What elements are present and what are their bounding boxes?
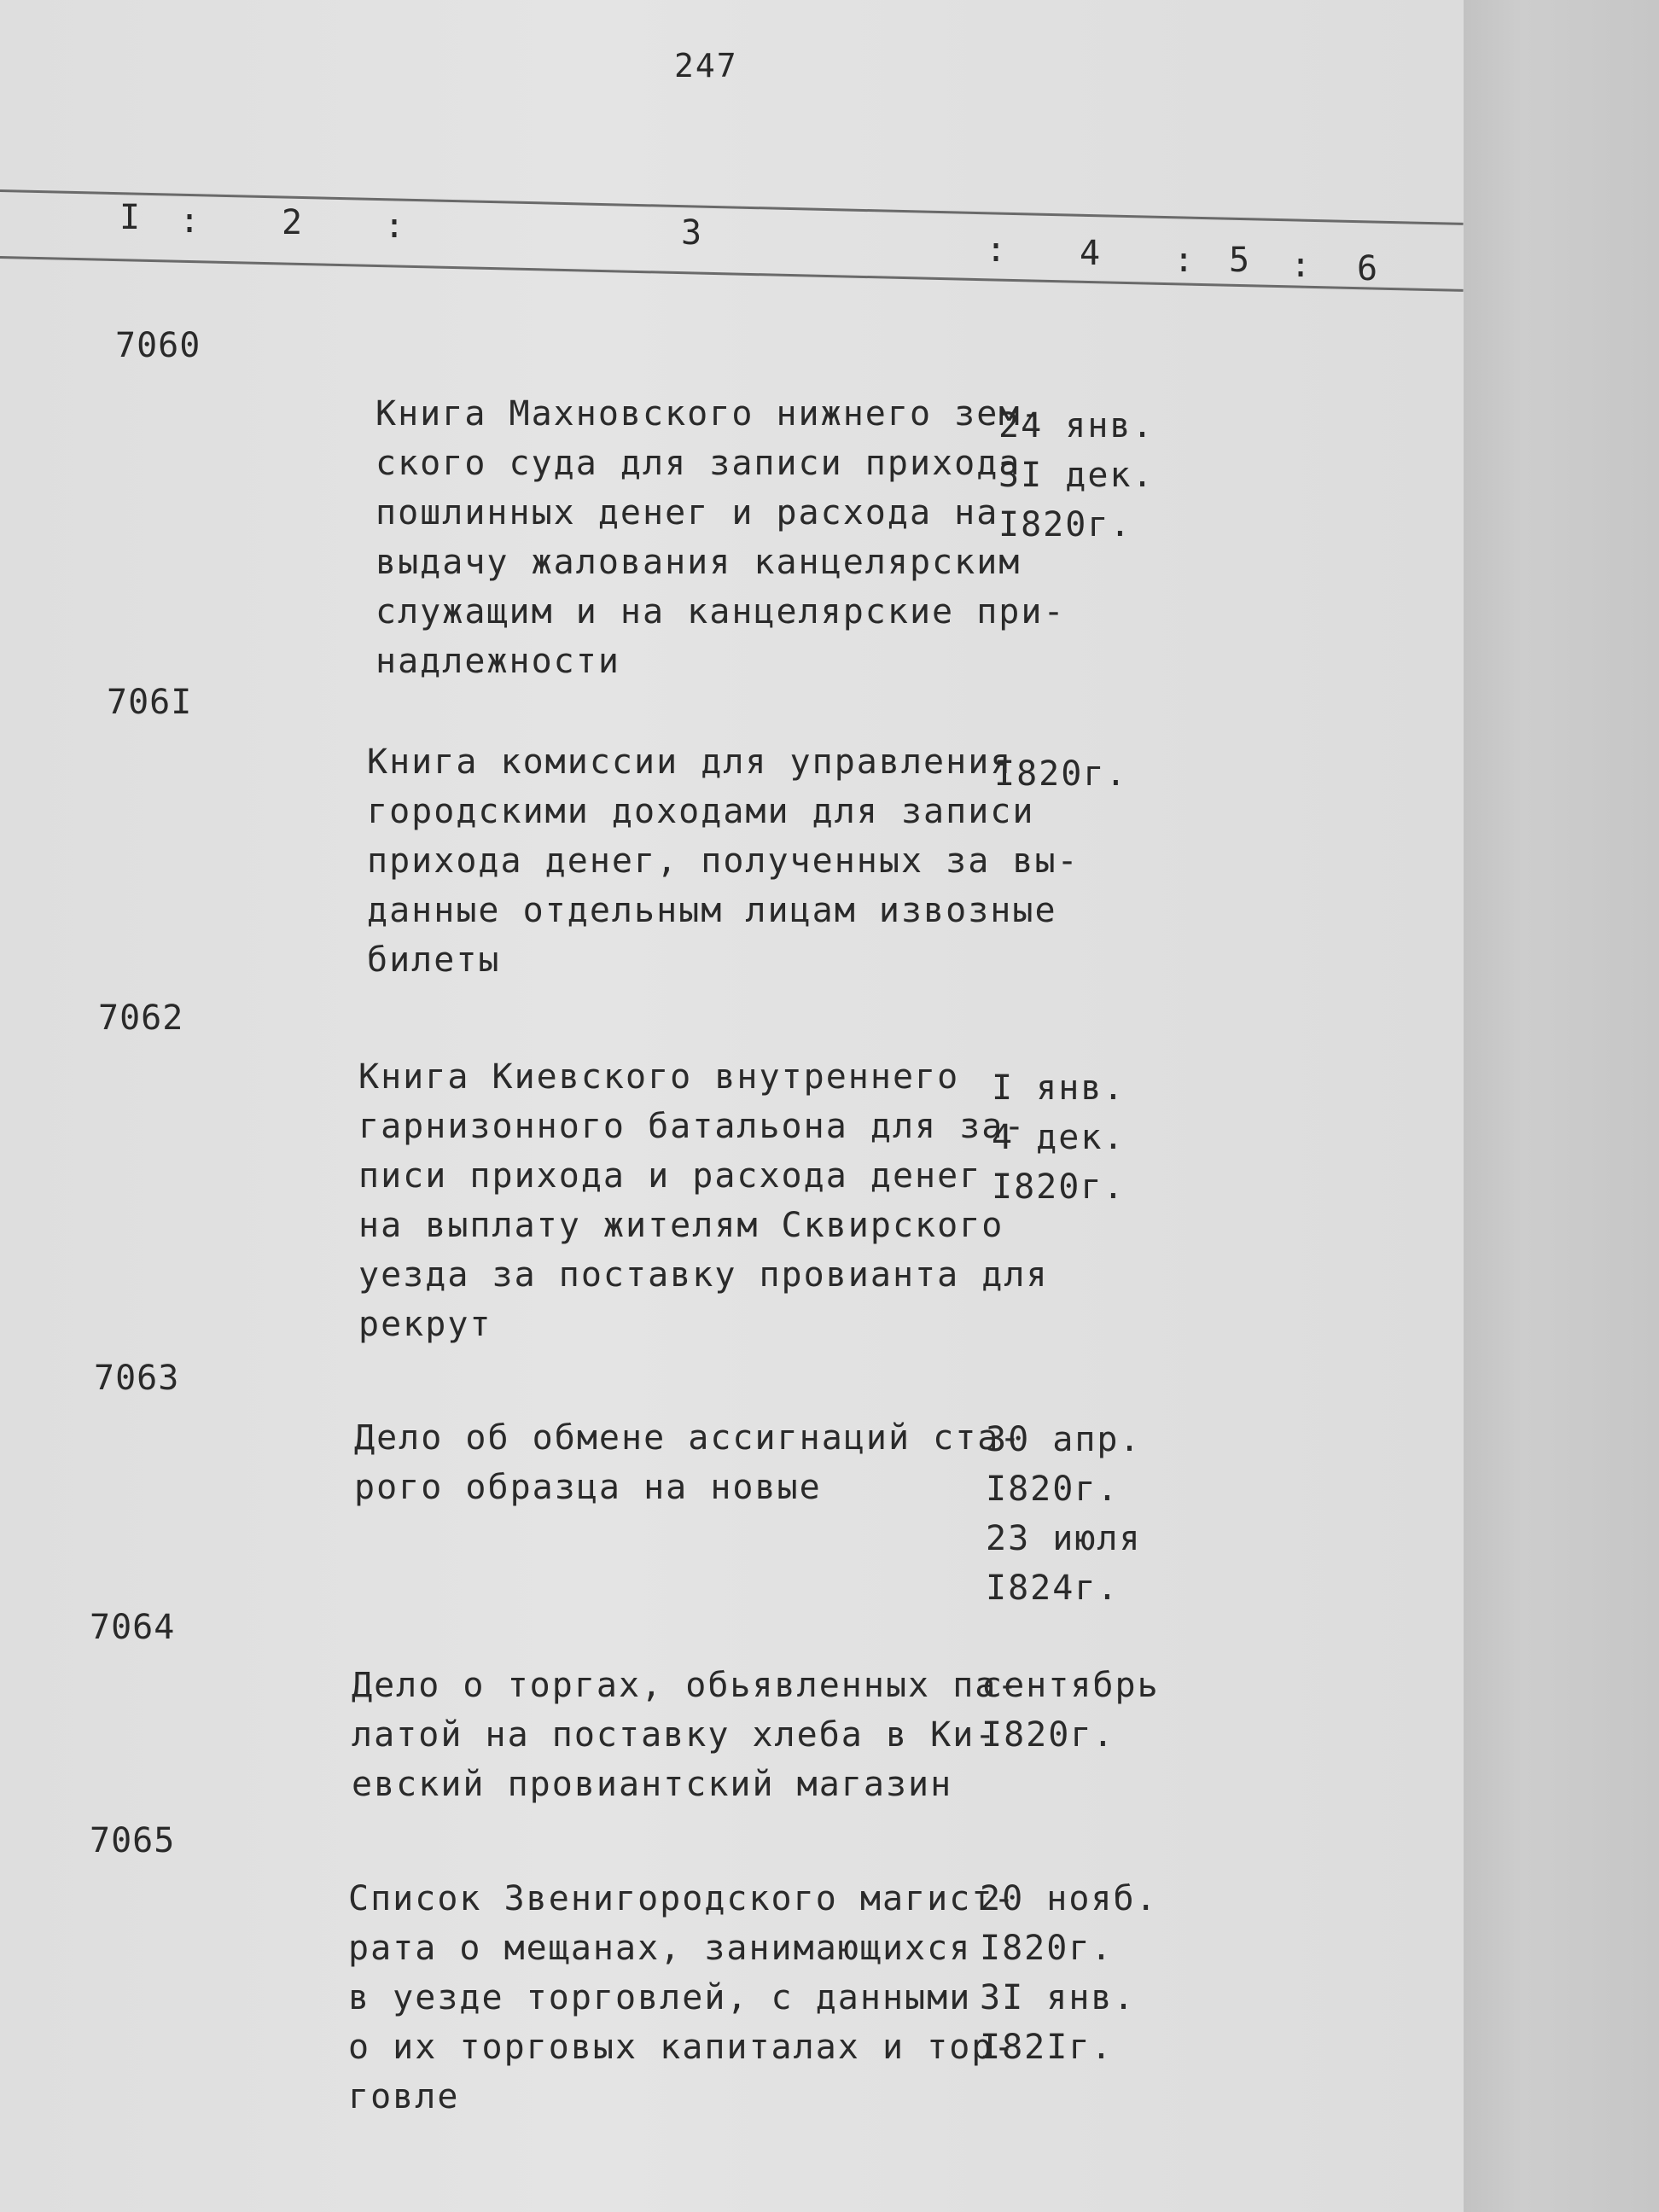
entry-number: 7065 bbox=[90, 1821, 176, 1860]
entry-number: 7064 bbox=[90, 1608, 176, 1647]
entry-title: Книга Махновского нижнего зем- ского суда для записи прихода пошлинных денег и расхода на выдачу жалования канцелярским служащим и на канцелярские при- надлежности bbox=[375, 394, 1066, 681]
entry-dates: 30 апр. I820г. 23 июля I824г. bbox=[986, 1420, 1142, 1608]
entry-dates: 24 янв. 3I дек. I820г. bbox=[998, 406, 1155, 544]
entry-number: 706I bbox=[107, 683, 193, 722]
entry-number: 7060 bbox=[115, 326, 201, 365]
column-header-1: I bbox=[119, 198, 141, 237]
entry-title: Дело о торгах, обьявленных па- латой на поставку хлеба в Ки- евский провиантский магазин bbox=[352, 1666, 1020, 1804]
entry-title: Список Звенигородского магист- рата о мещанах, занимающихся в уезде торговлей, с данными о их торговых капиталах и тор- говле bbox=[348, 1879, 1016, 2116]
page-number: 247 bbox=[674, 47, 738, 84]
column-separator: : bbox=[1173, 241, 1195, 280]
column-header-3: 3 bbox=[681, 213, 702, 253]
column-separator: : bbox=[986, 230, 1007, 270]
column-header-5: 5 bbox=[1229, 241, 1250, 280]
column-separator: : bbox=[179, 201, 201, 241]
entry-dates: I820г. bbox=[994, 754, 1128, 794]
entry-dates: сентябрь I820г. bbox=[981, 1666, 1160, 1755]
entry-dates: 20 нояб. I820г. 3I янв. I82Iг. bbox=[980, 1879, 1158, 2067]
entry-number: 7063 bbox=[94, 1359, 180, 1398]
page-edge-background bbox=[1464, 0, 1659, 2212]
column-separator: : bbox=[384, 207, 405, 246]
entry-dates: I янв. 4 дек. I820г. bbox=[992, 1068, 1126, 1207]
entry-number: 7062 bbox=[98, 998, 184, 1038]
entry-title: Книга Киевского внутреннего гарнизонного батальона для за- писи прихода и расхода денег на выплату жителям Сквирского уезда за поставку провианта для рекрут bbox=[358, 1057, 1049, 1344]
column-header-4: 4 bbox=[1080, 234, 1101, 273]
entry-title: Книга комиссии для управления городскими доходами для записи прихода денег, полученных за вы- данные отдельным лицам извозные билеты bbox=[367, 742, 1080, 980]
column-header-6: 6 bbox=[1357, 249, 1378, 288]
column-separator: : bbox=[1290, 246, 1312, 285]
entry-title: Дело об обмене ассигнаций ста- рого образца на новые bbox=[354, 1418, 1022, 1507]
column-header-2: 2 bbox=[282, 203, 303, 242]
